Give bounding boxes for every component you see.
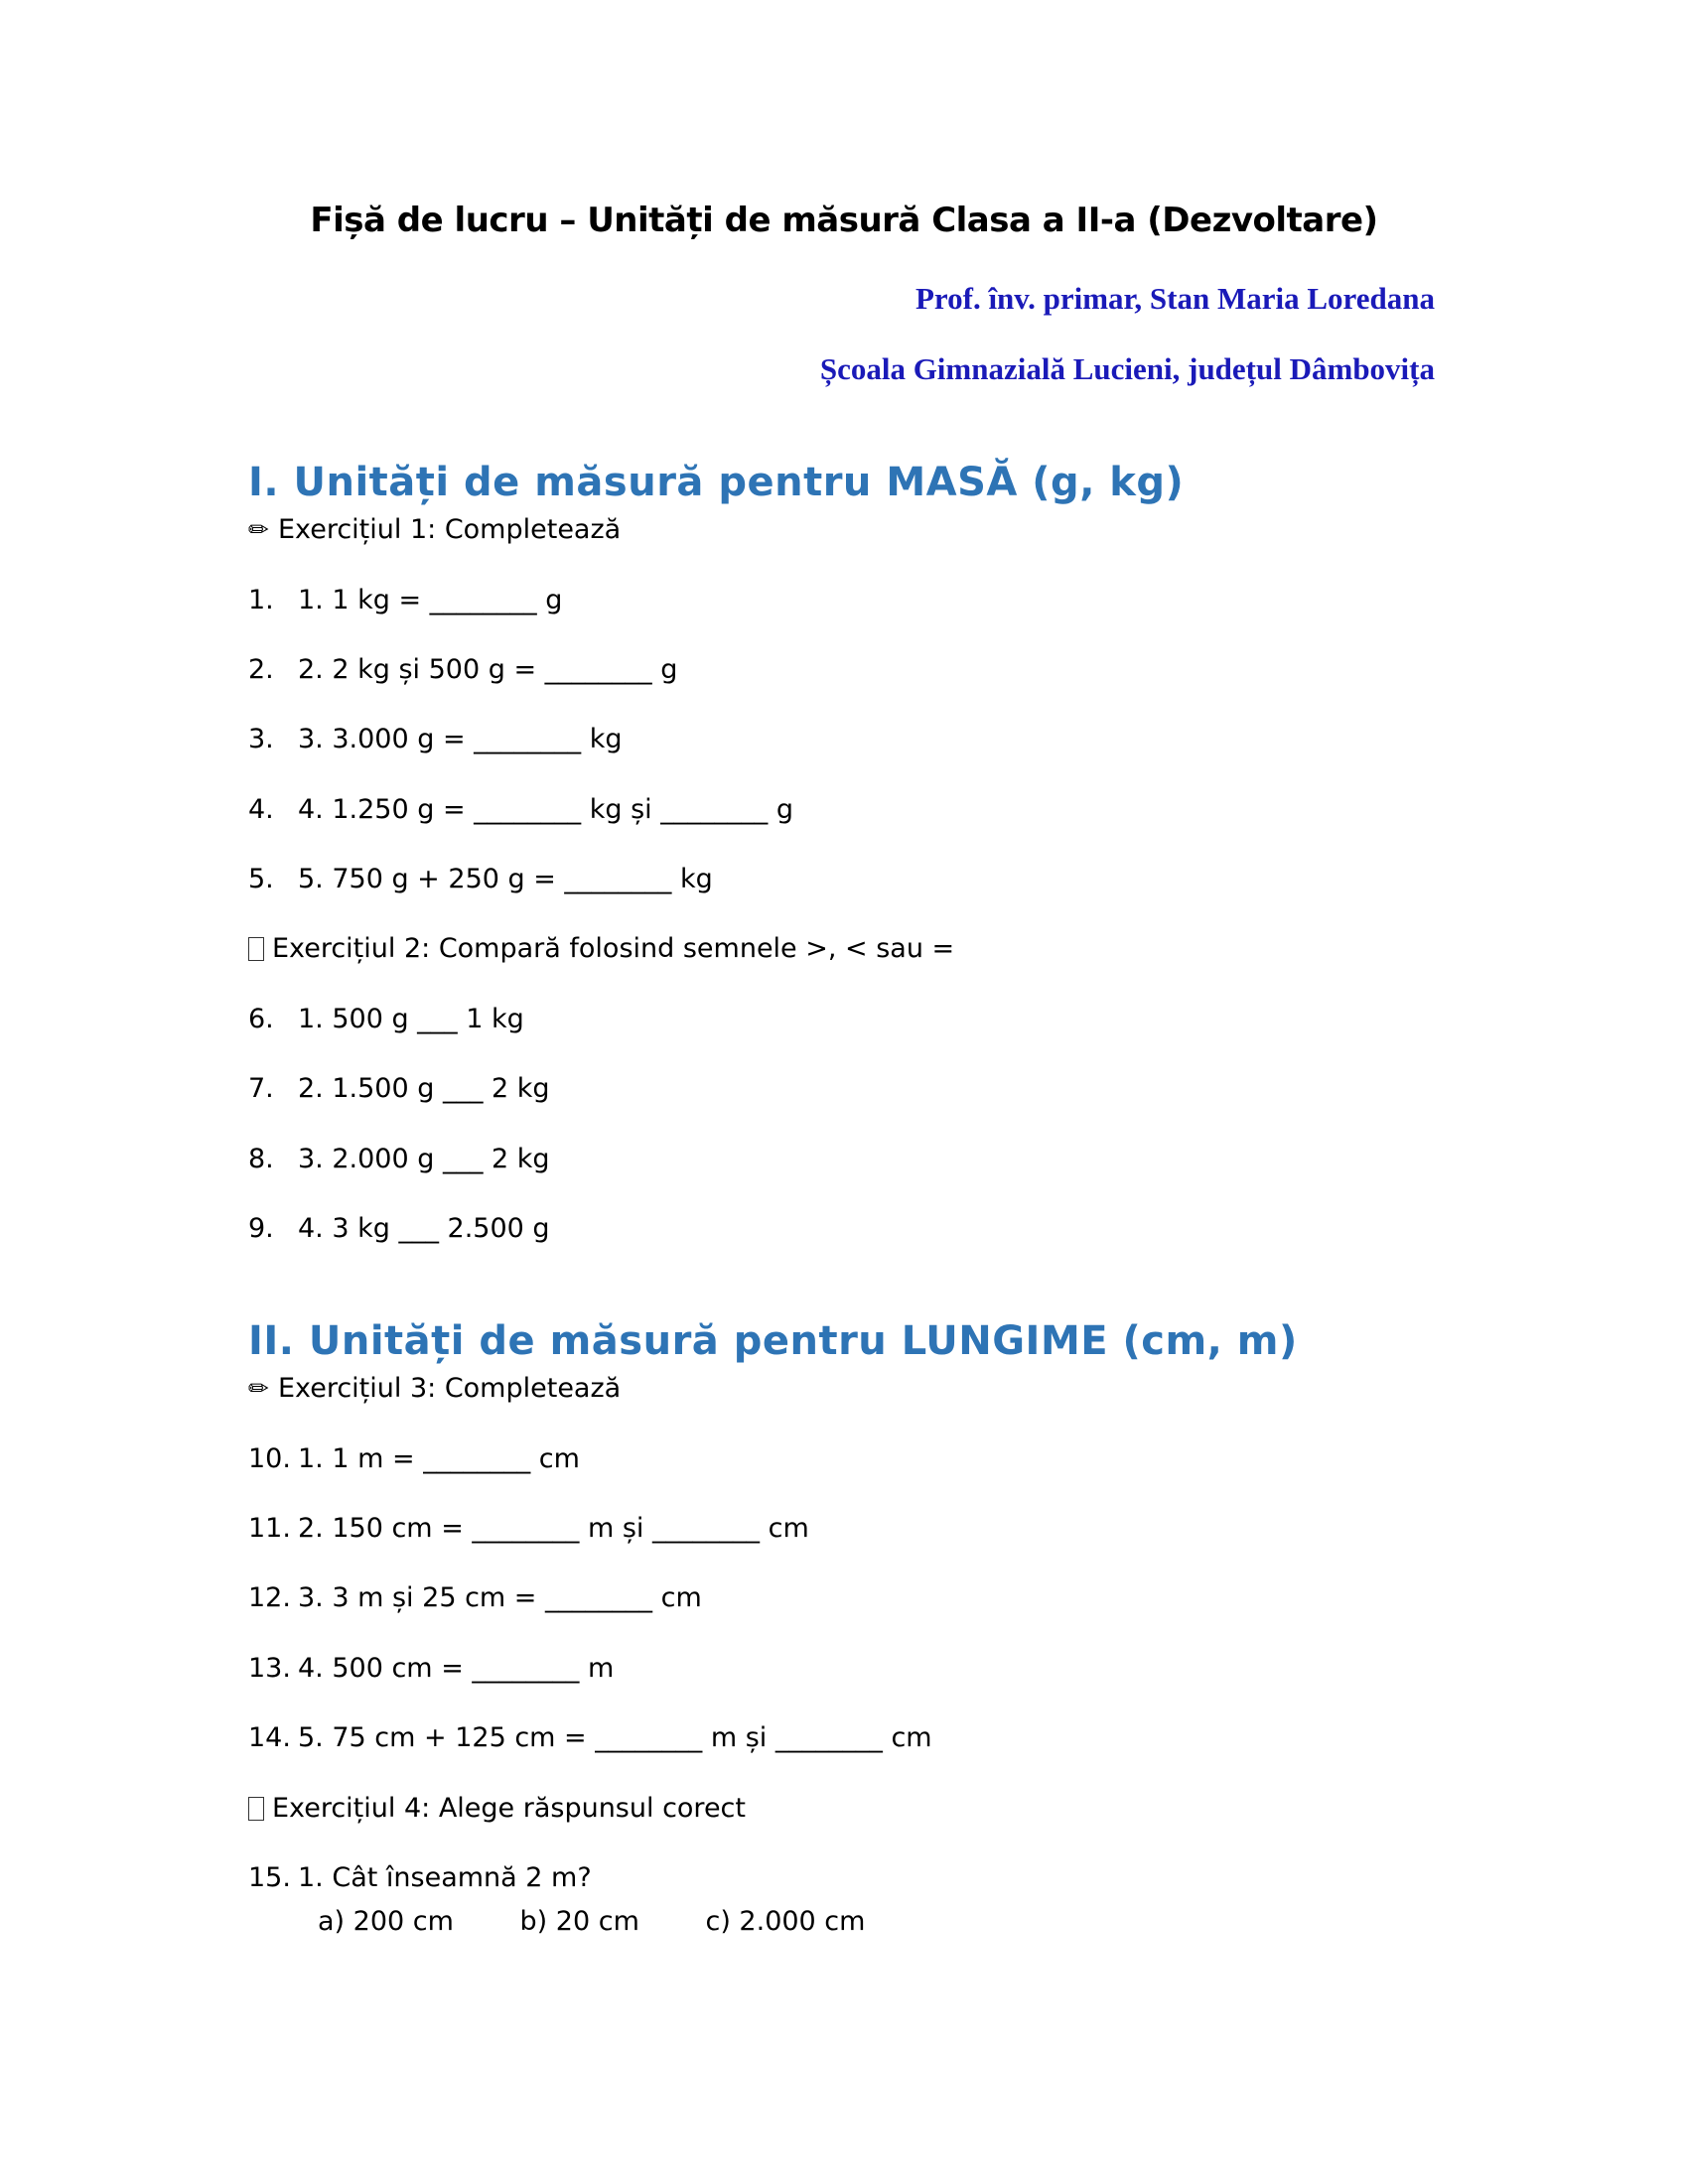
item-text: 5. 750 g + 250 g = ________ kg bbox=[298, 864, 713, 894]
list-item bbox=[248, 1722, 932, 1753]
exercise-1-label bbox=[248, 514, 621, 545]
exercise-4-label bbox=[248, 1793, 746, 1824]
item-text: 1. 1 m = ________ cm bbox=[298, 1443, 580, 1474]
answer-options bbox=[318, 1906, 922, 1937]
item-number: 4. bbox=[248, 794, 274, 825]
item-number: 1. bbox=[248, 585, 274, 615]
item-number: 9. bbox=[248, 1213, 274, 1244]
item-text: 1. Cât înseamnă 2 m? bbox=[298, 1862, 592, 1893]
exercise-3-text: Exercițiul 3: Completează bbox=[278, 1373, 622, 1404]
item-number: 5. bbox=[248, 864, 274, 894]
item-text: 2. 150 cm = ________ m și ________ cm bbox=[298, 1513, 809, 1544]
section-heading-mass: I. Unități de măsură pentru MASĂ (g, kg) bbox=[248, 460, 1185, 505]
list-item bbox=[248, 585, 562, 615]
list-item bbox=[248, 724, 623, 754]
list-item bbox=[248, 1513, 809, 1544]
item-number: 11. bbox=[248, 1513, 291, 1544]
item-text: 2. 2 kg și 500 g = ________ g bbox=[298, 654, 678, 685]
list-item bbox=[248, 1213, 550, 1244]
item-text: 3. 3.000 g = ________ kg bbox=[298, 724, 623, 754]
exercise-1-text: Exercițiul 1: Completează bbox=[278, 514, 622, 545]
list-item bbox=[248, 864, 713, 894]
item-text: 3. 3 m și 25 cm = ________ cm bbox=[298, 1582, 702, 1613]
item-number: 2. bbox=[248, 654, 274, 685]
item-number: 10. bbox=[248, 1443, 291, 1474]
answer-option-b: b) 20 cm bbox=[519, 1906, 639, 1937]
missing-glyph-icon bbox=[248, 937, 264, 961]
item-text: 3. 2.000 g ___ 2 kg bbox=[298, 1144, 550, 1174]
school-line: Școala Gimnazială Lucieni, județul Dâmbovița bbox=[819, 351, 1435, 386]
item-number: 3. bbox=[248, 724, 274, 754]
list-item bbox=[248, 1073, 550, 1104]
exercise-2-text: Exercițiul 2: Compară folosind semnele >, < sau = bbox=[272, 933, 955, 964]
list-item bbox=[248, 1004, 524, 1034]
item-number: 13. bbox=[248, 1653, 291, 1684]
pencil-icon: ✏ bbox=[248, 515, 269, 544]
exercise-3-label bbox=[248, 1373, 621, 1404]
pencil-icon: ✏ bbox=[248, 1374, 269, 1403]
answer-option-a: a) 200 cm bbox=[318, 1906, 454, 1937]
item-text: 1. 500 g ___ 1 kg bbox=[298, 1004, 524, 1034]
list-item bbox=[248, 1862, 592, 1893]
list-item bbox=[248, 1653, 614, 1684]
exercise-4-text: Exercițiul 4: Alege răspunsul corect bbox=[272, 1793, 746, 1824]
item-number: 15. bbox=[248, 1862, 291, 1893]
item-text: 2. 1.500 g ___ 2 kg bbox=[298, 1073, 550, 1104]
list-item bbox=[248, 654, 677, 685]
missing-glyph-icon bbox=[248, 1797, 264, 1821]
item-text: 1. 1 kg = ________ g bbox=[298, 585, 563, 615]
item-text: 4. 3 kg ___ 2.500 g bbox=[298, 1213, 550, 1244]
item-text: 5. 75 cm + 125 cm = ________ m și ________ cm bbox=[298, 1722, 932, 1753]
item-number: 14. bbox=[248, 1722, 291, 1753]
author-line: Prof. înv. primar, Stan Maria Loredana bbox=[914, 281, 1435, 316]
list-item bbox=[248, 794, 793, 825]
item-number: 7. bbox=[248, 1073, 274, 1104]
item-number: 12. bbox=[248, 1582, 291, 1613]
section-heading-length: II. Unități de măsură pentru LUNGIME (cm, m) bbox=[248, 1318, 1298, 1364]
item-text: 4. 500 cm = ________ m bbox=[298, 1653, 615, 1684]
item-number: 6. bbox=[248, 1004, 274, 1034]
exercise-2-label bbox=[248, 933, 954, 964]
page-title: Fișă de lucru – Unități de măsură Clasa a II-a (Dezvoltare) bbox=[310, 201, 1378, 240]
list-item bbox=[248, 1582, 702, 1613]
item-number: 8. bbox=[248, 1144, 274, 1174]
item-text: 4. 1.250 g = ________ kg și ________ g bbox=[298, 794, 793, 825]
list-item bbox=[248, 1443, 580, 1474]
list-item bbox=[248, 1144, 550, 1174]
answer-option-c: c) 2.000 cm bbox=[705, 1906, 866, 1937]
